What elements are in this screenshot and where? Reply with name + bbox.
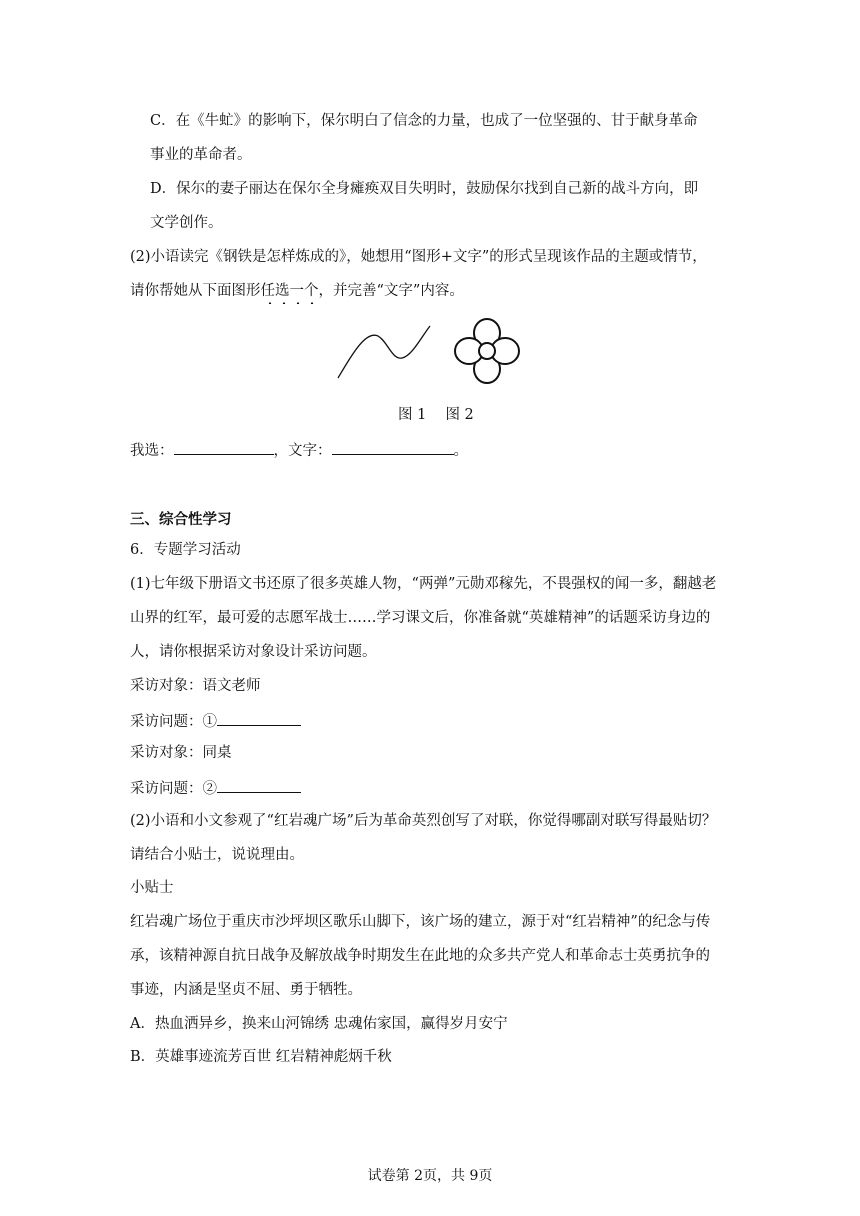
interview2-answer-blank[interactable]: [217, 777, 301, 793]
q6-part2-line1: (2)小语和小文参观了“红岩魂广场”后为革命英烈创写了对联，你觉得哪副对联写得最贴切？: [130, 813, 717, 829]
answer-pre: 我选：: [130, 443, 174, 459]
tip-title: 小贴士: [130, 880, 174, 896]
q6-part1-line1: (1)七年级下册语文书还原了很多英雄人物，“两弹”元勋邓稼先，不畏强权的闻一多，翻越老: [130, 576, 717, 592]
q6-title: 6．专题学习活动: [130, 542, 241, 558]
figure-choice-blank[interactable]: [174, 439, 274, 455]
figure2-flower-icon: [455, 319, 519, 383]
interview1-question-row: [130, 710, 301, 732]
tip-line3: 事迹，内涵是坚贞不屈、勇于牺牲。: [130, 982, 362, 998]
option-d-line2: 文学创作。: [150, 215, 223, 231]
tip-line2: 承，该精神源自抗日战争及解放战争时期发生在此地的众多共产党人和革命志士英勇抗争的: [130, 948, 710, 964]
q5-part2-line1: (2)小语读完《钢铁是怎样炼成的》，她想用“图形+文字”的形式呈现该作品的主题或情节，: [130, 249, 707, 265]
q6-part1-line2: 山界的红军，最可爱的志愿军战士……学习课文后，你准备就“英雄精神”的话题采访身边的: [130, 610, 711, 626]
q6-part1-line3: 人，请你根据采访对象设计采访问题。: [130, 644, 377, 660]
interview2-question-row: [130, 777, 301, 799]
option-c-line1: C．在《牛虻》的影响下，保尔明白了信念的力量，也成了一位坚强的、甘于献身革命: [150, 113, 698, 129]
answer-mid: ，文字：: [273, 443, 332, 459]
q5-part2-line2-post: ，并完善“文字”内容。: [318, 283, 464, 299]
couplet-option-a: A．热血洒异乡，换来山河锦绣 忠魂佑家国，赢得岁月安宁: [130, 1016, 508, 1032]
couplet-option-b: B．英雄事迹流芳百世 红岩精神彪炳千秋: [130, 1049, 392, 1065]
tip-line1: 红岩魂广场位于重庆市沙坪坝区歌乐山脚下，该广场的建立，源于对“红岩精神”的纪念与传: [130, 914, 711, 930]
interview1-target: 采访对象：语文老师: [130, 678, 261, 694]
q5-part2-line2: [130, 281, 464, 301]
section-title: 三、综合性学习: [130, 512, 232, 528]
text-answer-blank[interactable]: [332, 439, 454, 455]
figure-caption: 图 1 图 2: [398, 407, 474, 423]
answer-post: 。: [453, 443, 468, 459]
q5-part2-line2-pre: 请你帮她从下面图形: [130, 283, 261, 299]
figure-images: [330, 318, 530, 388]
option-c-line2: 事业的革命者。: [150, 147, 252, 163]
q5-answer-line: [130, 439, 468, 461]
q6-part2-line2: 请结合小贴士，说说理由。: [130, 847, 304, 863]
emphasis-text: 任选一个: [260, 283, 319, 299]
interview2-target: 采访对象：同桌: [130, 745, 232, 761]
figure1-wave-line: [338, 326, 430, 378]
interview2-question: 采访问题：②: [130, 781, 217, 797]
interview1-answer-blank[interactable]: [217, 710, 301, 726]
interview1-question: 采访问题：①: [130, 714, 217, 730]
page-footer: 试卷第 2页，共 9页: [367, 1168, 493, 1184]
option-d-line1: D．保尔的妻子丽达在保尔全身瘫痪双目失明时，鼓励保尔找到自己新的战斗方向，即: [150, 181, 699, 197]
